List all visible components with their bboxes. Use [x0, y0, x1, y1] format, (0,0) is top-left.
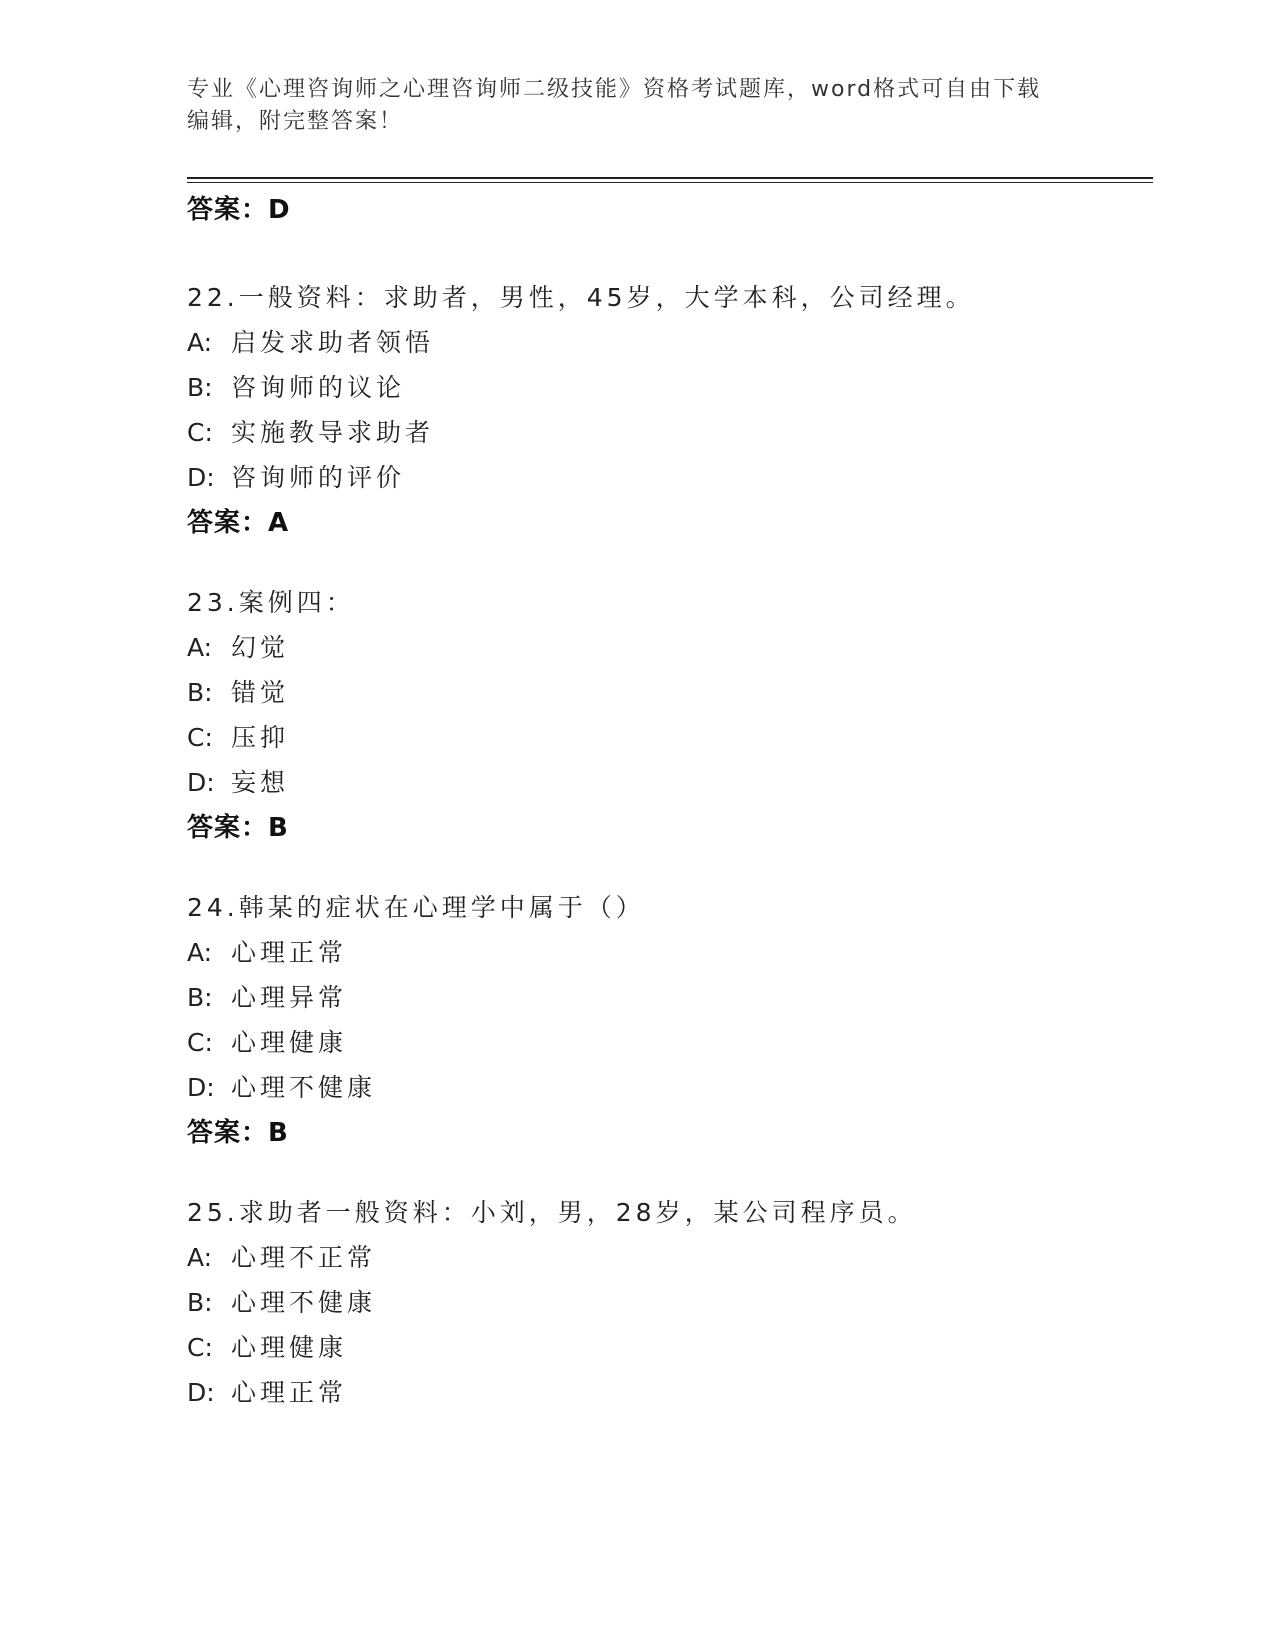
header-title-line-1: 专业《心理咨询师之心理咨询师二级技能》资格考试题库，word格式可自由下载 [187, 77, 1042, 102]
option-a [187, 936, 1147, 970]
option-text: 心理正常 [231, 938, 348, 967]
previous-answer: 答案：D [187, 195, 291, 225]
option-text: 实施教导求助者 [231, 418, 435, 447]
option-label: D: [187, 768, 215, 797]
option-b [187, 1286, 1147, 1320]
option-label: C: [187, 418, 213, 447]
option-text: 心理不正常 [231, 1243, 377, 1272]
option-label: B: [187, 983, 213, 1012]
page-header [187, 74, 1087, 138]
option-d [187, 461, 1147, 495]
option-text: 压抑 [231, 723, 290, 752]
option-a [187, 326, 1147, 360]
option-label: B: [187, 1288, 213, 1317]
option-text: 心理不健康 [231, 1073, 377, 1102]
question-23 [187, 586, 1147, 845]
option-label: A: [187, 633, 213, 662]
option-label: C: [187, 1333, 213, 1362]
option-b [187, 371, 1147, 405]
question-title: 24.韩某的症状在心理学中属于（） [187, 893, 645, 922]
answer: 答案：B [187, 1118, 289, 1148]
option-label: C: [187, 723, 213, 752]
option-text: 心理不健康 [231, 1288, 377, 1317]
option-d [187, 1376, 1147, 1410]
option-text: 启发求助者领悟 [231, 328, 435, 357]
option-label: C: [187, 1028, 213, 1057]
header-title-line-2: 编辑，附完整答案！ [187, 109, 404, 134]
option-d [187, 1071, 1147, 1105]
question-title: 25.求助者一般资料：小刘，男，28岁，某公司程序员。 [187, 1198, 917, 1227]
option-text: 咨询师的议论 [231, 373, 406, 402]
option-label: A: [187, 1243, 213, 1272]
header-divider [187, 177, 1153, 183]
option-label: D: [187, 1073, 215, 1102]
question-24 [187, 891, 1147, 1150]
option-label: A: [187, 938, 213, 967]
option-label: D: [187, 463, 215, 492]
option-a [187, 631, 1147, 665]
option-c [187, 721, 1147, 755]
question-title: 23.案例四： [187, 588, 355, 617]
answer: 答案：B [187, 813, 289, 843]
option-a [187, 1241, 1147, 1275]
question-title: 22.一般资料：求助者，男性，45岁，大学本科，公司经理。 [187, 283, 975, 312]
option-c [187, 1026, 1147, 1060]
option-label: A: [187, 328, 213, 357]
option-d [187, 766, 1147, 800]
option-text: 错觉 [231, 678, 290, 707]
option-text: 心理正常 [231, 1378, 348, 1407]
option-label: B: [187, 678, 213, 707]
question-22 [187, 281, 1147, 540]
option-text: 心理健康 [231, 1333, 348, 1362]
option-c [187, 416, 1147, 450]
option-text: 咨询师的评价 [231, 463, 406, 492]
option-text: 妄想 [231, 768, 290, 797]
option-text: 心理异常 [231, 983, 348, 1012]
question-25 [187, 1196, 1147, 1410]
answer: 答案：A [187, 508, 290, 538]
option-text: 心理健康 [231, 1028, 348, 1057]
option-text: 幻觉 [231, 633, 290, 662]
option-label: B: [187, 373, 213, 402]
option-label: D: [187, 1378, 215, 1407]
option-b [187, 676, 1147, 710]
option-c [187, 1331, 1147, 1365]
option-b [187, 981, 1147, 1015]
